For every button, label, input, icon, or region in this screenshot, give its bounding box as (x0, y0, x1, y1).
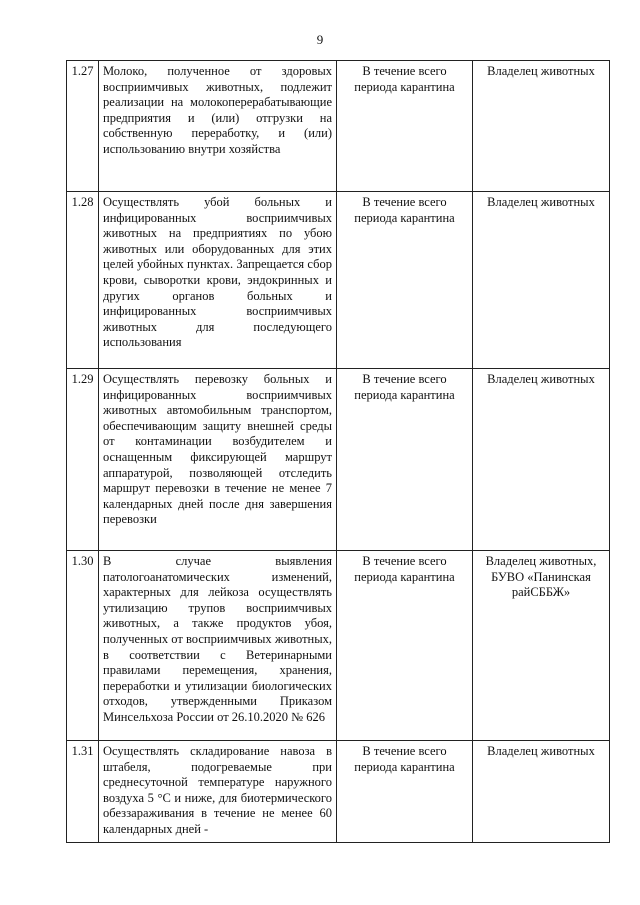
table-row (67, 741, 610, 843)
item-number: 1.27 (67, 61, 99, 192)
term-line: В течение всего (362, 554, 447, 568)
responsible-line: райСББЖ» (511, 585, 571, 600)
term-line: периода карантина (354, 210, 455, 225)
term-cell (337, 369, 473, 551)
responsible-line: Владелец животных, (485, 554, 597, 568)
term-line: периода карантина (354, 387, 455, 402)
term-cell (337, 741, 473, 843)
term-line: В течение всего (362, 195, 447, 209)
page-number: 9 (316, 32, 324, 47)
term-line: В течение всего (362, 64, 447, 78)
item-number: 1.29 (67, 369, 99, 551)
responsible-line: Владелец животных (487, 64, 595, 78)
measure-description: Осуществлять убой больных и инфицированных восприимчивых животных на предприятиях по убою животных или оборудованных для этих целей убойных пунктах. Запрещается сбор крови, сыворотки крови, эндокринных и других органов больных и инфицированных восприимчивых животных для последующего использования (99, 192, 337, 369)
responsible-cell (473, 369, 610, 551)
responsible-line: Владелец животных (487, 372, 595, 386)
table-row (67, 551, 610, 741)
term-line: В течение всего (362, 372, 447, 386)
term-line: В течение всего (362, 744, 447, 758)
term-line: периода карантина (354, 569, 455, 584)
item-number: 1.31 (67, 741, 99, 843)
term-cell (337, 551, 473, 741)
responsible-line: Владелец животных (487, 195, 595, 209)
measure-description: Молоко, полученное от здоровых восприимчивых животных, подлежит реализации на молокоперерабатывающие предприятия и (или) отгрузки на собственную переработку, и (или) использованию внутри хозяйства (99, 61, 337, 192)
term-line: периода карантина (354, 759, 455, 774)
responsible-cell (473, 192, 610, 369)
table-row (67, 61, 610, 192)
measures-table (66, 60, 610, 843)
responsible-cell (473, 551, 610, 741)
term-line: периода карантина (354, 79, 455, 94)
measure-description: Осуществлять перевозку больных и инфицированных восприимчивых животных автомобильным транспортом, обеспечивающим защиту внешней среды от контаминации возбудителем и оснащенным фиксирующей маршрут аппаратурой, позволяющей отследить маршрут перевозки в течение не менее 7 календарных дней после дня завершения перевозки (99, 369, 337, 551)
responsible-line: БУВО «Панинская (491, 569, 591, 584)
table-row (67, 192, 610, 369)
measure-description: В случае выявления патологоанатомических изменений, характерных для лейкоза осуществлять утилизацию трупов восприимчивых животных, а также продуктов убоя, полученных от восприимчивых животных, в соответствии с Ветеринарными правилами перемещения, хранения, переработки и утилизации биологических отходов, утвержденными Приказом Минсельхоза России от 26.10.2020 № 626 (99, 551, 337, 741)
responsible-cell (473, 61, 610, 192)
item-number: 1.30 (67, 551, 99, 741)
responsible-line: Владелец животных (487, 744, 595, 758)
item-number: 1.28 (67, 192, 99, 369)
table-row (67, 369, 610, 551)
responsible-cell (473, 741, 610, 843)
term-cell (337, 192, 473, 369)
measure-description: Осуществлять складирование навоза в штабеля, подогреваемые при среднесуточной температуре наружного воздуха 5 °С и ниже, для биотермического обеззараживания в течение не менее 60 календарных дней - (99, 741, 337, 843)
term-cell (337, 61, 473, 192)
